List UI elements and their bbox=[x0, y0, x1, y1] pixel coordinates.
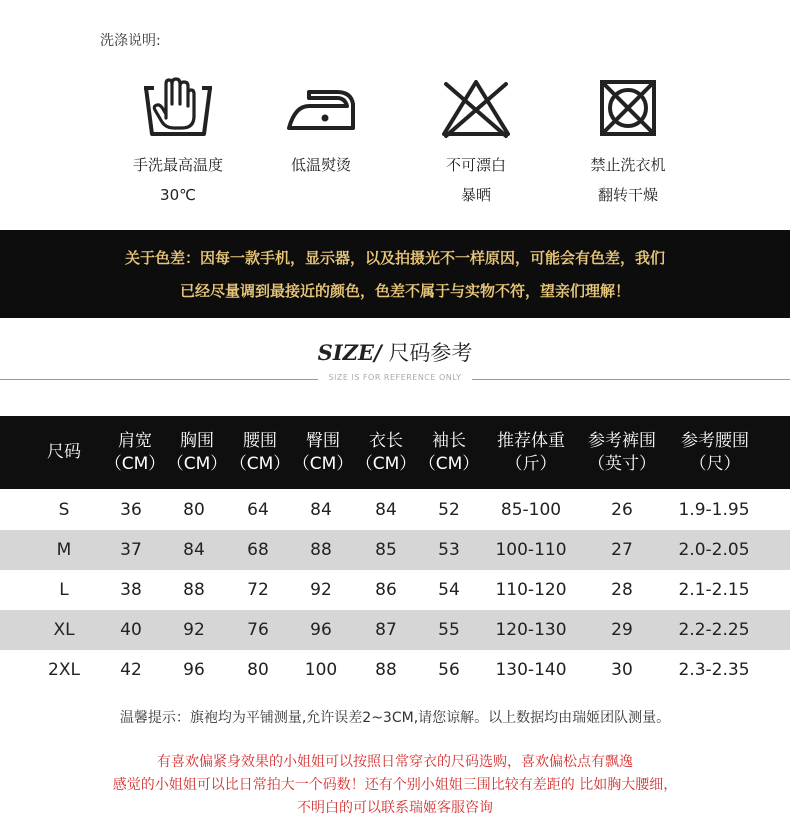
cell-size: M bbox=[56, 540, 72, 560]
cell-pants: 26 bbox=[611, 500, 633, 520]
color-notice-line2: 已经尽量调到最接近的颜色，色差不属于与实物不符，望亲们理解！ bbox=[179, 282, 630, 300]
header-bust: 胸围 （CM） bbox=[166, 430, 228, 474]
cell-waist-chi: 1.9-1.95 bbox=[678, 500, 750, 520]
care-no-dry bbox=[563, 76, 693, 210]
table-row bbox=[0, 570, 790, 610]
cell-waist-chi: 2.1-2.15 bbox=[678, 580, 750, 600]
cell-waist: 72 bbox=[247, 580, 269, 600]
header-hip: 臀围 （CM） bbox=[292, 430, 354, 474]
cell-waist-chi: 2.0-2.05 bbox=[678, 540, 750, 560]
header-length: 衣长 （CM） bbox=[355, 430, 417, 474]
cell-shoulder: 37 bbox=[120, 540, 142, 560]
cell-bust: 80 bbox=[183, 500, 205, 520]
color-notice-banner bbox=[0, 230, 790, 318]
care-no-bleach bbox=[411, 76, 541, 210]
cell-pants: 28 bbox=[611, 580, 633, 600]
measurement-note: 温馨提示：旗袍均为平铺测量,允许误差2~3CM,请您谅解。以上数据均由瑞姬团队测量。 bbox=[119, 710, 671, 726]
advice-line2: 感觉的小姐姐可以比日常拍大一个码数！还有个别小姐姐三围比较有差距的 比如胸大腰细， bbox=[112, 777, 678, 793]
cell-sleeve: 55 bbox=[438, 620, 460, 640]
cell-bust: 96 bbox=[183, 660, 205, 680]
cell-waist: 76 bbox=[247, 620, 269, 640]
cell-shoulder: 38 bbox=[120, 580, 142, 600]
size-subtitle: SIZE IS FOR REFERENCE ONLY bbox=[328, 373, 462, 382]
table-row bbox=[0, 490, 790, 530]
cell-sleeve: 52 bbox=[438, 500, 460, 520]
care-label-no-bleach: 不可漂白 bbox=[445, 156, 506, 174]
cell-size: 2XL bbox=[48, 660, 80, 680]
care-temp-label: 30℃ bbox=[160, 186, 196, 204]
header-weight: 推荐体重 （斤） bbox=[497, 430, 565, 474]
cell-size: XL bbox=[53, 620, 75, 640]
care-label-iron: 低温熨烫 bbox=[290, 156, 351, 174]
table-row bbox=[0, 650, 790, 690]
table-row bbox=[0, 610, 790, 650]
care-label-hand-wash: 手洗最高温度 bbox=[132, 156, 223, 174]
cell-hip: 100 bbox=[304, 660, 338, 680]
header-shoulder: 肩宽 （CM） bbox=[104, 430, 166, 474]
cell-bust: 84 bbox=[183, 540, 205, 560]
size-heading-cn: 尺码参考 bbox=[381, 341, 473, 365]
wash-title: 洗涤说明: bbox=[100, 33, 161, 49]
iron-low-icon bbox=[281, 76, 361, 140]
cell-hip: 88 bbox=[310, 540, 332, 560]
cell-waist-chi: 2.3-2.35 bbox=[678, 660, 750, 680]
cell-waist: 80 bbox=[247, 660, 269, 680]
cell-pants: 27 bbox=[611, 540, 633, 560]
cell-shoulder: 40 bbox=[120, 620, 142, 640]
cell-sleeve: 54 bbox=[438, 580, 460, 600]
cell-size: L bbox=[59, 580, 69, 600]
cell-length: 88 bbox=[375, 660, 397, 680]
header-waist-chi: 参考腰围 （尺） bbox=[681, 430, 749, 474]
advice-line1: 有喜欢偏紧身效果的小姐姐可以按照日常穿衣的尺码选购，喜欢偏松点有飘逸 bbox=[157, 754, 633, 770]
care-label-no-tumble: 翻转干燥 bbox=[597, 186, 658, 204]
cell-sleeve: 56 bbox=[438, 660, 460, 680]
cell-pants: 30 bbox=[611, 660, 633, 680]
no-bleach-icon bbox=[436, 76, 516, 140]
cell-bust: 88 bbox=[183, 580, 205, 600]
cell-length: 87 bbox=[375, 620, 397, 640]
cell-weight: 100-110 bbox=[495, 540, 567, 560]
cell-pants: 29 bbox=[611, 620, 633, 640]
size-table-header bbox=[0, 416, 790, 489]
cell-hip: 92 bbox=[310, 580, 332, 600]
cell-length: 84 bbox=[375, 500, 397, 520]
header-size: 尺码 bbox=[47, 442, 81, 462]
cell-weight: 110-120 bbox=[495, 580, 567, 600]
care-iron bbox=[256, 76, 386, 180]
cell-waist: 68 bbox=[247, 540, 269, 560]
cell-length: 85 bbox=[375, 540, 397, 560]
cell-hip: 96 bbox=[310, 620, 332, 640]
table-row bbox=[0, 530, 790, 570]
cell-weight: 120-130 bbox=[495, 620, 567, 640]
no-tumble-dry-icon bbox=[588, 76, 668, 140]
care-label-no-machine: 禁止洗衣机 bbox=[590, 156, 666, 174]
cell-shoulder: 42 bbox=[120, 660, 142, 680]
size-heading-en: SIZE/ bbox=[317, 340, 382, 365]
header-waist: 腰围 （CM） bbox=[229, 430, 291, 474]
cell-bust: 92 bbox=[183, 620, 205, 640]
header-sleeve: 袖长 （CM） bbox=[418, 430, 480, 474]
cell-length: 86 bbox=[375, 580, 397, 600]
advice-line3: 不明白的可以联系瑞姬客服咨询 bbox=[297, 800, 493, 816]
cell-shoulder: 36 bbox=[120, 500, 142, 520]
cell-waist-chi: 2.2-2.25 bbox=[678, 620, 750, 640]
color-notice-line1: 关于色差：因每一款手机，显示器，以及拍摄光不一样原因，可能会有色差，我们 bbox=[124, 249, 665, 267]
cell-waist: 64 bbox=[247, 500, 269, 520]
hand-wash-icon bbox=[138, 76, 218, 140]
size-heading bbox=[0, 337, 790, 367]
cell-weight: 85-100 bbox=[500, 500, 562, 520]
care-label-no-sun: 暴晒 bbox=[460, 186, 491, 204]
cell-sleeve: 53 bbox=[438, 540, 460, 560]
care-hand-wash bbox=[113, 76, 243, 210]
cell-weight: 130-140 bbox=[495, 660, 567, 680]
cell-hip: 84 bbox=[310, 500, 332, 520]
cell-size: S bbox=[58, 500, 70, 520]
header-pants: 参考裤围 （英寸） bbox=[588, 430, 656, 474]
